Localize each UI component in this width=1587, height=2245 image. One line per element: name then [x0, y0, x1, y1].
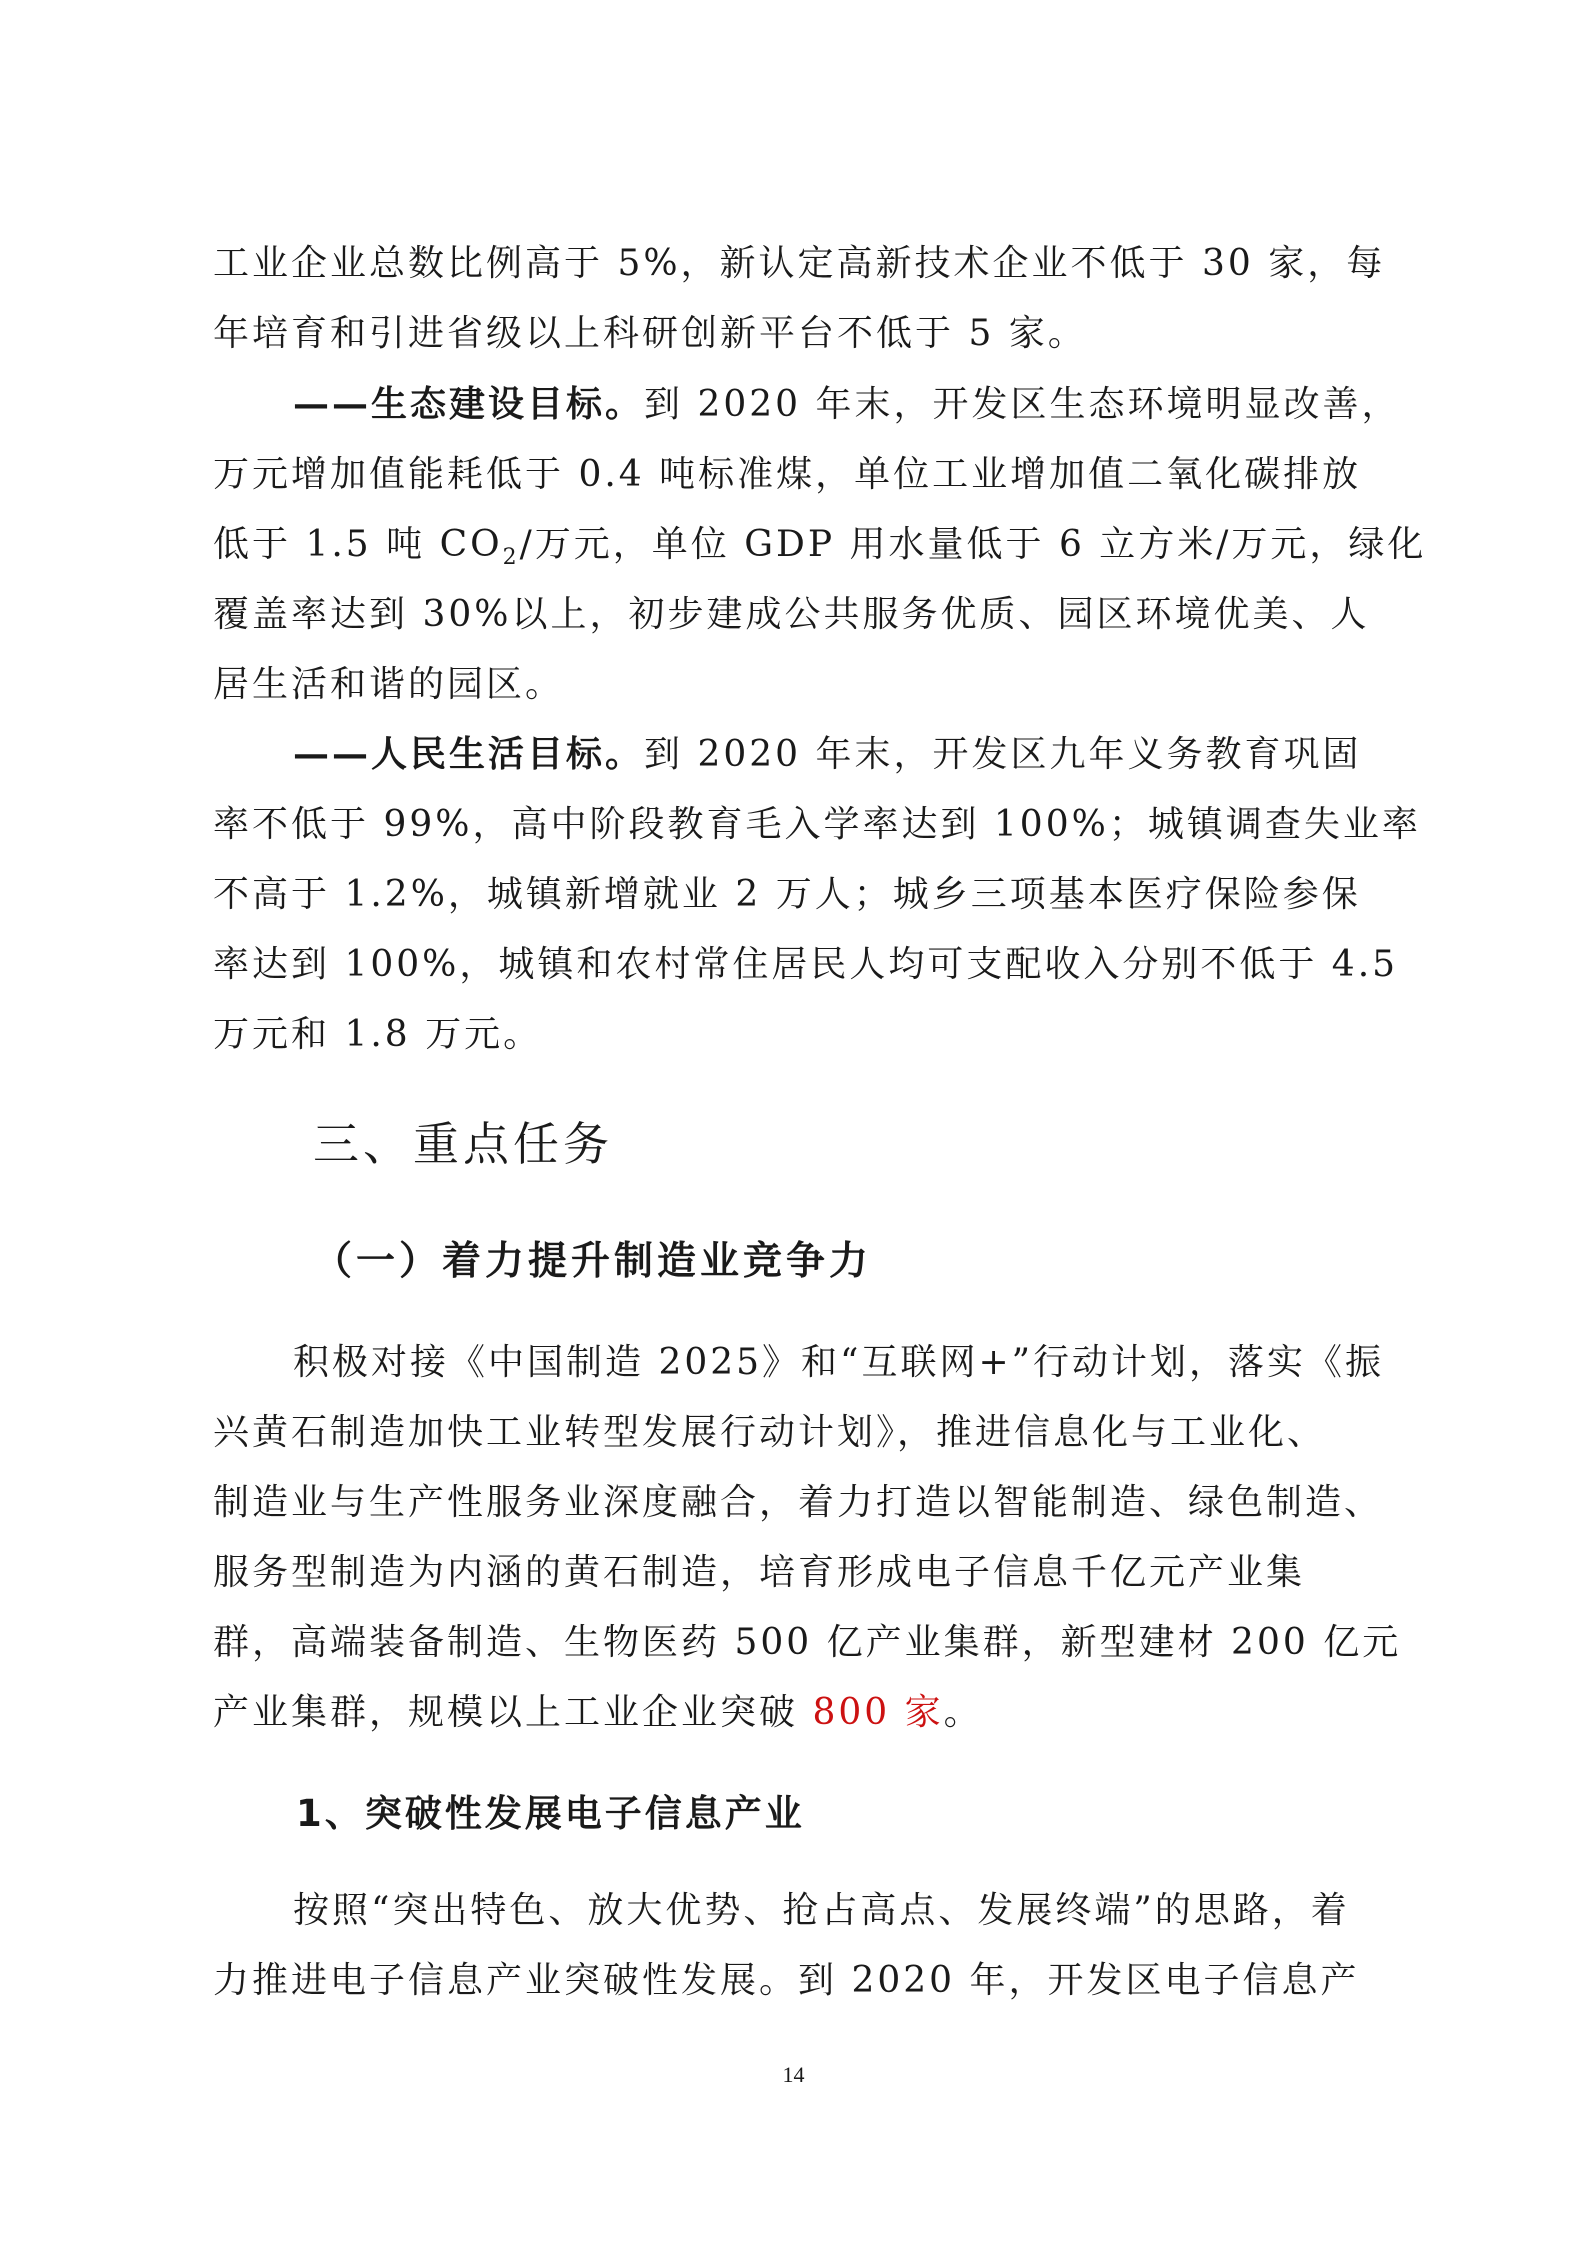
text-line: 不高于 1.2%，城镇新增就业 2 万人；城乡三项基本医疗保险参保 [213, 874, 1361, 915]
text-line: 万元增加值能耗低于 0.4 吨标准煤，单位工业增加值二氧化碳排放 [213, 454, 1362, 495]
text-line: 群，高端装备制造、生物医药 500 亿产业集群，新型建材 200 亿元 [213, 1622, 1402, 1663]
text-fragment: 到 2020 年末，开发区生态环境明显改善， [644, 384, 1401, 425]
subscript-2: 2 [502, 545, 520, 571]
text-line: 覆盖率达到 30%以上，初步建成公共服务优质、园区环境优美、人 [213, 594, 1370, 635]
paragraph-electronics [213, 1876, 1368, 2016]
text-line [213, 369, 1401, 440]
text-fragment: 。 [943, 1692, 983, 1733]
text-line [213, 719, 1368, 790]
text-fragment: 低于 1.5 吨 CO [213, 524, 503, 565]
paragraph-manufacturing [213, 1328, 1402, 1748]
text-line: 率不低于 99%，高中阶段教育毛入学率达到 100%；城镇调查失业率 [213, 804, 1421, 845]
text-line: 万元和 1.8 万元。 [213, 1014, 543, 1055]
section-heading-key-tasks: 三、重点任务 [313, 1117, 613, 1171]
text-line: 率达到 100%，城镇和农村常住居民人均可支配收入分别不低于 4.5 [213, 944, 1399, 985]
text-line [213, 510, 1427, 580]
text-fragment: 到 2020 年末，开发区九年义务教育巩固 [644, 734, 1362, 775]
subsection-heading-manufacturing: （一）着力提升制造业竞争力 [313, 1239, 873, 1284]
text-line: 积极对接《中国制造 2025》和“互联网+”行动计划，落实《振 [293, 1342, 1385, 1383]
text-line: 兴黄石制造加快工业转型发展行动计划》，推进信息化与工业化、 [213, 1412, 1327, 1453]
text-line: 按照“突出特色、放大优势、抢占高点、发展终端”的思路，着 [293, 1890, 1350, 1931]
text-line: 居生活和谐的园区。 [213, 664, 565, 705]
text-fragment: /万元，单位 GDP 用水量低于 6 立方米/万元，绿化 [519, 524, 1427, 565]
ecology-target-heading: ——生态建设目标。 [293, 383, 645, 425]
livelihood-target-heading: ——人民生活目标。 [293, 733, 645, 775]
text-line: 力推进电子信息产业突破性发展。到 2020 年，开发区电子信息产 [213, 1960, 1360, 2001]
highlighted-count: 800 家 [812, 1692, 944, 1733]
text-line [213, 1678, 1368, 1748]
text-fragment: 产业集群，规模以上工业企业突破 [213, 1692, 813, 1733]
page-number: 14 [782, 2062, 805, 2087]
text-line: 年培育和引进省级以上科研创新平台不低于 5 家。 [213, 313, 1087, 354]
item-heading-electronics: 1、突破性发展电子信息产业 [296, 1792, 805, 1835]
paragraph-ecology-target [213, 369, 1427, 720]
text-line: 服务型制造为内涵的黄石制造，培育形成电子信息千亿元产业集 [213, 1552, 1306, 1593]
text-line: 工业企业总数比例高于 5%，新认定高新技术企业不低于 30 家，每 [213, 243, 1386, 284]
paragraph-innovation-target-cont [213, 229, 1386, 369]
text-line: 制造业与生产性服务业深度融合，着力打造以智能制造、绿色制造、 [213, 1482, 1384, 1523]
paragraph-livelihood-target [213, 719, 1421, 1070]
